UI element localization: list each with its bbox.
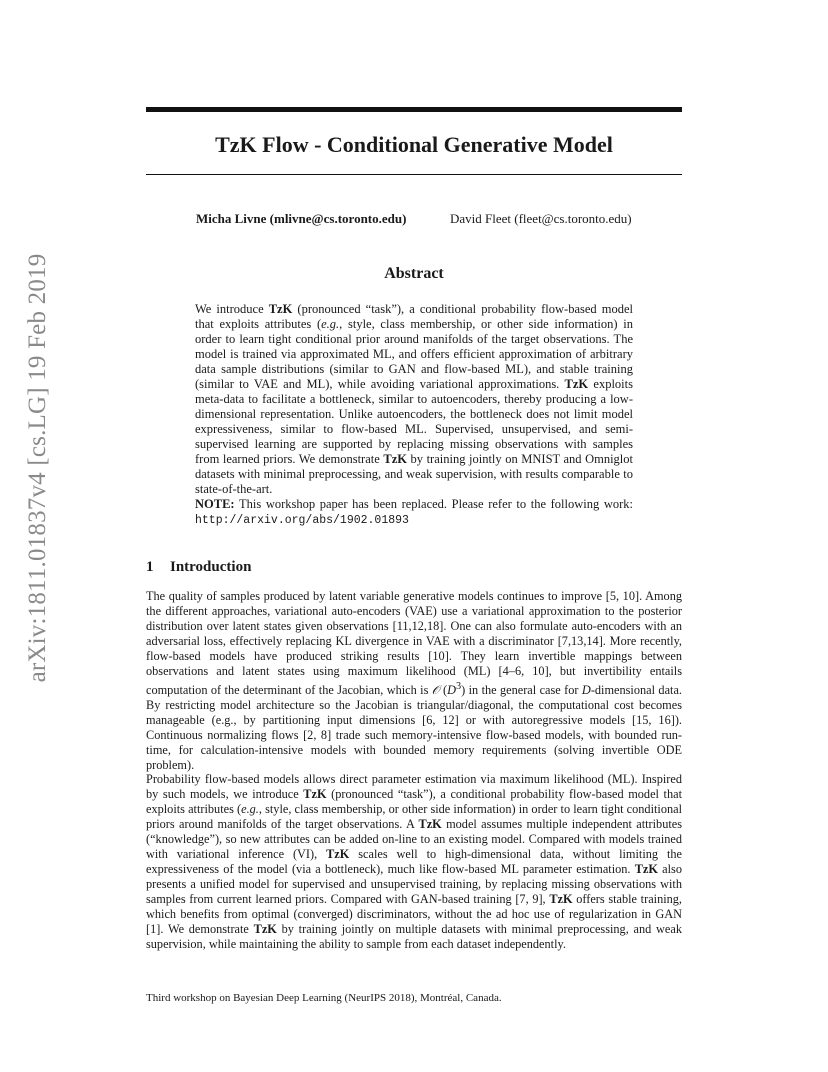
bold-run: TzK	[549, 892, 573, 906]
bold-run: NOTE:	[195, 497, 235, 511]
text-run: offers stable training, which benefits from optimal (converged) discriminators, without the ad hoc use of regularization in GAN [1]. We demonstrate	[146, 892, 682, 936]
text-run: scales well to high-dimensional data, without limiting the expressiveness of the model (via a bottleneck), much like flow-based ML parameter estimation.	[146, 847, 682, 876]
bold-run: TzK	[268, 302, 293, 316]
text-run: , style, class membership, or other side information) in order to learn tight conditional prior around manifolds of the target observations. The model is trained via approximated ML, and offers efficient approximation of arbitrary data sample distributions (similar to GAN and flow-based ML), and stable training (similar to VAE and ML), while avoiding variational approximations.	[195, 317, 633, 391]
text-run: The quality of samples produced by latent variable generative models continues to improve [5, 10]. Among the different approaches, variational auto-encoders (VAE) use a variational approximation to the posterior distribution over latent states given observations [11,12,18]. One can also formulate auto-encoders with an adversarial loss, effectively replacing KL divergence in VAE with a discriminator [7,13,14]. More recently, flow-based models have produced striking results [10]. They learn invertible mappings between observations and latent states using maximum likelihood (ML) [4–6, 10], but invertibility entails computation of the determinant of the Jacobian, which is	[146, 589, 682, 698]
italic-run: D	[581, 683, 591, 698]
arxiv-stamp-text: arXiv:1811.01837v4 [cs.LG] 19 Feb 2019	[24, 253, 51, 683]
text-run: We introduce	[195, 302, 269, 316]
text-run: by training jointly on multiple datasets with minimal preprocessing, and weak supervision, while maintaining the ability to sample from each dataset independently.	[146, 922, 682, 951]
text-run: model assumes multiple independent attributes (“knowledge”), so new attributes can be added on-line to an existing model. Compared with models trained with variational inference (VI),	[146, 817, 683, 861]
page-footer: Third workshop on Bayesian Deep Learning (NeurIPS 2018), Montréal, Canada.	[146, 992, 502, 1004]
text-run: -dimensional data. By restricting model architecture so the Jacobian is triangular/diagonal, the computational cost becomes manageable (e.g., by partitioning input dimensions [6, 12] or with autoregressive models [15, 16]). Continuous normalizing flows [2, 8] trade such memory-intensive flow-based models, with bounded run-time, for calculation-intensive models with bounded memory requirements (solving invertible ODE problem).	[146, 683, 682, 773]
bold-run: TzK	[326, 847, 350, 861]
italic-run: e.g.	[321, 317, 340, 331]
text-run: ) in the general case for	[461, 683, 582, 698]
bold-run: TzK	[418, 817, 442, 831]
italic-run: D	[447, 683, 456, 698]
text-run: also presents a unified model for supervised and unsupervised training, by replacing missing observations with samples from current learned priors. Compared with GAN-based training [7, 9],	[146, 862, 682, 906]
section-title: Introduction	[170, 559, 252, 575]
abstract-heading: Abstract	[384, 265, 444, 282]
text-run: exploits meta-data to facilitate a bottleneck, similar to autoencoders, thereby producing a low-dimensional representation. Unlike autoencoders, the bottleneck does not limit model expressiveness, similar to flow-based ML. Supervised, unsupervised, and semi-supervised learning are supported by replacing missing observations with samples from learned priors. We demonstrate	[195, 377, 633, 466]
text-run: This workshop paper has been replaced. Please refer to the following work:	[234, 497, 633, 511]
bold-run: TzK	[634, 862, 658, 876]
superscript: 3	[455, 681, 462, 692]
text-run: (pronounced “task”), a conditional probability flow-based model that exploits attributes (	[146, 787, 682, 816]
section-heading	[146, 558, 251, 577]
text-run: , style, class membership, or other side information) in order to learn tight conditional priors around manifolds of the target observations. A	[146, 802, 682, 831]
author-2: David Fleet (fleet@cs.toronto.edu)	[450, 211, 632, 226]
text-run: by training jointly on MNIST and Omniglot datasets with minimal preprocessing, and weak supervision, with results comparable to state-of-the-art.	[195, 452, 634, 496]
bold-run: TzK	[564, 377, 589, 391]
bold-run: TzK	[303, 787, 327, 801]
paper-title: TzK Flow - Conditional Generative Model	[215, 132, 613, 157]
section-number: 1	[146, 559, 154, 575]
intro-paragraph-2	[146, 772, 682, 952]
text-run: (pronounced “task”), a conditional probability flow-based model that exploits attributes (	[195, 302, 633, 331]
intro-paragraph-1	[146, 589, 682, 773]
title-rule-bottom	[146, 174, 682, 175]
text-run: (	[439, 683, 448, 698]
replacement-note	[195, 497, 633, 528]
bold-run: TzK	[253, 922, 277, 936]
italic-run: e.g.	[241, 802, 259, 816]
italic-run: 𝒪	[431, 683, 440, 698]
abstract-body	[195, 302, 633, 497]
author-1: Micha Livne (mlivne@cs.toronto.edu)	[196, 211, 407, 226]
bold-run: TzK	[383, 452, 407, 466]
text-run: Probability flow-based models allows direct parameter estimation via maximum likelihood (ML). Inspired by such models, we introduce	[146, 772, 682, 801]
title-rule-top	[146, 107, 682, 112]
url-text: http://arxiv.org/abs/1902.01893	[195, 514, 409, 527]
